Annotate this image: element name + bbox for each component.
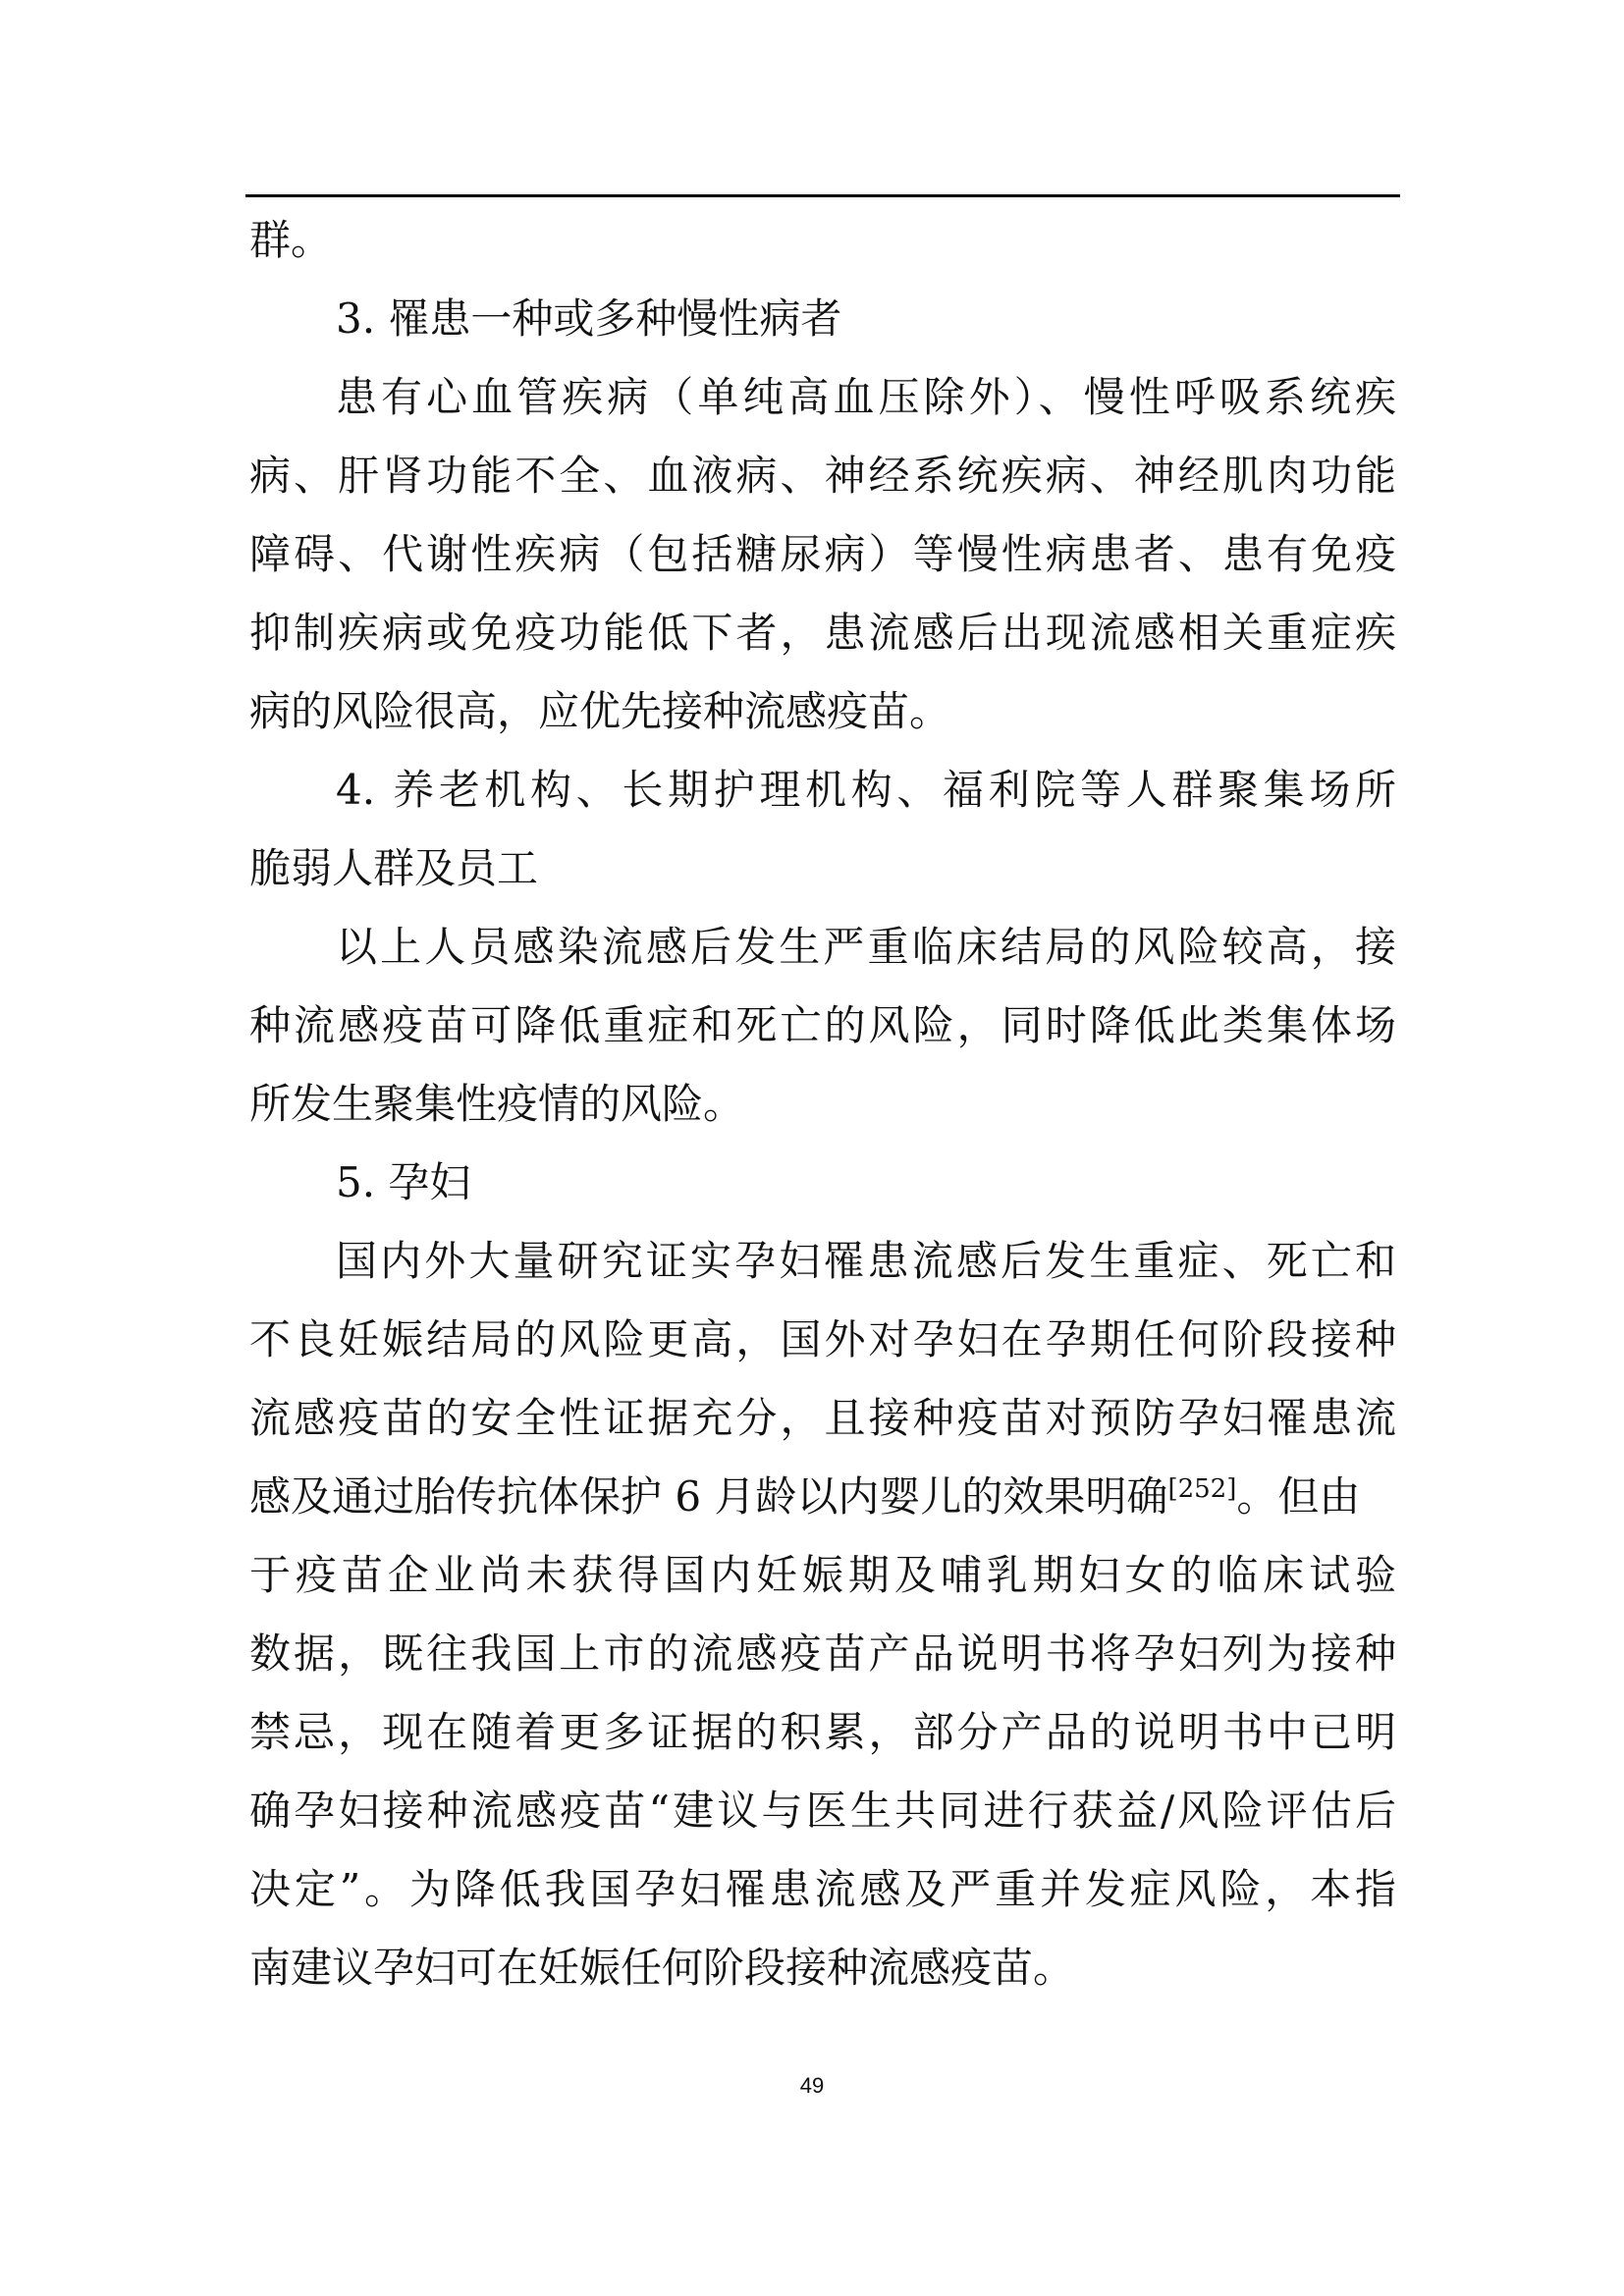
text-line: 障碍、代谢性疾病（包括糖尿病）等慢性病患者、患有免疫 <box>249 530 1396 578</box>
section-heading-4-cont: 脆弱人群及员工 <box>249 844 539 892</box>
section-heading-5: 5. 孕妇 <box>336 1158 471 1206</box>
text-line-with-citation <box>249 1458 1396 1536</box>
text-line: 病、肝肾功能不全、血液病、神经系统疾病、神经肌肉功能 <box>249 452 1396 500</box>
text-line: 流感疫苗的安全性证据充分，且接种疫苗对预防孕妇罹患流 <box>249 1394 1396 1442</box>
text-segment: 感及通过胎传抗体保护 6 月龄以内婴儿的效果明确 <box>249 1472 1168 1521</box>
section-heading-3: 3. 罹患一种或多种慢性病者 <box>336 294 842 343</box>
text-line: 决定”。为降低我国孕妇罹患流感及严重并发症风险，本指 <box>249 1865 1396 1913</box>
header-rule <box>245 194 1400 197</box>
text-line: 患有心血管疾病（单纯高血压除外）、慢性呼吸系统疾 <box>336 373 1396 421</box>
text-line: 以上人员感染流感后发生严重临床结局的风险较高，接 <box>336 923 1396 971</box>
section-heading-4: 4. 养老机构、长期护理机构、福利院等人群聚集场所 <box>336 766 1396 814</box>
text-line: 南建议孕妇可在妊娠任何阶段接种流感疫苗。 <box>249 1944 1075 1992</box>
text-segment: 。但由 <box>1236 1472 1361 1521</box>
text-line: 国内外大量研究证实孕妇罹患流感后发生重症、死亡和 <box>336 1237 1396 1285</box>
text-line: 病的风险很高，应优先接种流感疫苗。 <box>249 687 951 735</box>
text-line: 群。 <box>249 216 333 264</box>
text-line: 禁忌，现在随着更多证据的积累，部分产品的说明书中已明 <box>249 1708 1396 1756</box>
citation-ref[interactable]: [252] <box>1167 1474 1237 1504</box>
document-body <box>249 201 1396 2007</box>
page-number: 49 <box>799 2073 825 2098</box>
text-line: 不良妊娠结局的风险更高，国外对孕妇在孕期任何阶段接种 <box>249 1315 1396 1363</box>
text-line: 确孕妇接种流感疫苗“建议与医生共同进行获益/风险评估后 <box>249 1787 1396 1835</box>
text-line: 数据，既往我国上市的流感疫苗产品说明书将孕妇列为接种 <box>249 1629 1396 1678</box>
text-line: 种流感疫苗可降低重症和死亡的风险，同时降低此类集体场 <box>249 1001 1396 1049</box>
text-line: 所发生聚集性疫情的风险。 <box>249 1080 745 1128</box>
text-line: 抑制疾病或免疫功能低下者，患流感后出现流感相关重症疾 <box>249 609 1396 657</box>
text-line: 于疫苗企业尚未获得国内妊娠期及哺乳期妇女的临床试验 <box>249 1551 1396 1599</box>
